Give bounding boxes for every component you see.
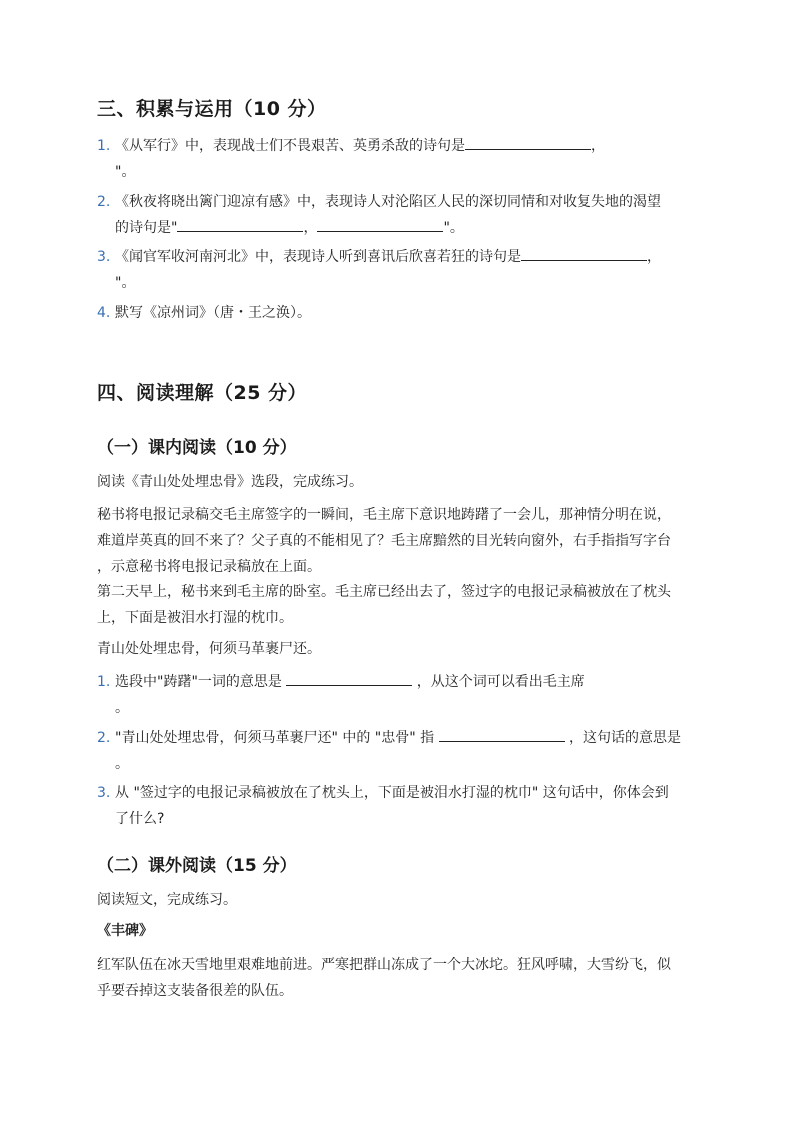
question-end: "。 xyxy=(115,275,136,291)
part-1-title: （一）课内阅读（10 分） xyxy=(97,438,297,458)
question-text: 《闻官军收河南河北》中，表现诗人听到喜讯后欣喜若狂的诗句是 xyxy=(115,249,521,265)
passage-paragraph-1 xyxy=(97,502,702,580)
question-number: 2. xyxy=(97,194,111,210)
question-text-2: ，从这个词可以看出毛主席 xyxy=(416,674,585,690)
question-text: 《秋夜将晓出篱门迎凉有感》中，表现诗人对沦陷区人民的深切同情和对收复失地的渴望 xyxy=(115,194,661,210)
question-4-1-3 xyxy=(97,780,702,832)
question-number: 3. xyxy=(97,249,111,265)
answer-blank[interactable] xyxy=(286,671,412,686)
passage-line: 上，下面是被泪水打湿的枕巾。 xyxy=(97,610,293,626)
separator: ， xyxy=(591,138,605,154)
question-end: 。 xyxy=(115,756,129,772)
question-text-2: 的诗句是" xyxy=(115,220,178,236)
part-1-intro: 阅读《青山处处埋忠骨》选段，完成练习。 xyxy=(97,474,363,490)
question-number: 3. xyxy=(97,785,111,801)
question-number: 1. xyxy=(97,138,111,154)
answer-blank[interactable] xyxy=(465,135,591,150)
question-4-1-2 xyxy=(97,725,702,777)
question-text: 从 "签过字的电报记录稿被放在了枕头上，下面是被泪水打湿的枕巾" 这句话中，你体会到 xyxy=(115,785,669,801)
answer-blank[interactable] xyxy=(521,246,647,261)
question-end: "。 xyxy=(443,220,464,236)
passage-line: 难道岸英真的回不来了？父子真的不能相见了？毛主席黯然的目光转向窗外，右手指指写字台 xyxy=(97,533,671,549)
answer-blank-1[interactable] xyxy=(177,217,303,232)
question-text: 默写《凉州词》（唐・王之涣）。 xyxy=(115,305,311,321)
question-3-4 xyxy=(97,300,702,326)
answer-blank-2[interactable] xyxy=(317,217,443,232)
question-3-2 xyxy=(97,189,702,241)
question-end: "。 xyxy=(115,164,136,180)
question-3-3 xyxy=(97,244,702,296)
passage-line: ，示意秘书将电报记录稿放在上面。 xyxy=(97,559,321,575)
passage-poem: 青山处处埋忠骨，何须马革裹尸还。 xyxy=(97,641,321,657)
passage-line: 第二天早上，秘书来到毛主席的卧室。毛主席已经出去了，签过字的电报记录稿被放在了枕头 xyxy=(97,584,671,600)
section-3-title: 三、积累与运用（10 分） xyxy=(97,98,327,120)
question-text: 《从军行》中，表现战士们不畏艰苦、英勇杀敌的诗句是 xyxy=(115,138,465,154)
part-2-title: （二）课外阅读（15 分） xyxy=(97,856,297,876)
question-number: 4. xyxy=(97,305,111,321)
question-number: 1. xyxy=(97,674,111,690)
question-text: "青山处处埋忠骨，何须马革裹尸还" 中的 "忠骨" 指 xyxy=(115,730,435,746)
question-text-2: ，这句话的意思是 xyxy=(569,730,682,746)
section-4-title: 四、阅读理解（25 分） xyxy=(97,382,308,404)
separator: ， xyxy=(647,249,661,265)
question-number: 2. xyxy=(97,730,111,746)
question-text: 选段中"踌躇"一词的意思是 xyxy=(115,674,282,690)
article-title: 《丰碑》 xyxy=(97,923,153,939)
article-line: 乎要吞掉这支装备很差的队伍。 xyxy=(97,983,293,999)
passage-paragraph-2 xyxy=(97,579,702,631)
separator: ， xyxy=(303,220,318,236)
question-text-2: 了什么? xyxy=(115,811,165,827)
answer-blank[interactable] xyxy=(439,727,565,742)
article-line: 红军队伍在冰天雪地里艰难地前进。严寒把群山冻成了一个大冰坨。狂风呼啸，大雪纷飞，似 xyxy=(97,957,671,973)
article-paragraph-1 xyxy=(97,952,702,1004)
passage-line: 秘书将电报记录稿交毛主席签字的一瞬间，毛主席下意识地踌躇了一会儿，那神情分明在说， xyxy=(97,507,671,523)
part-2-intro: 阅读短文，完成练习。 xyxy=(97,892,237,908)
question-4-1-1 xyxy=(97,669,702,721)
question-3-1 xyxy=(97,133,702,185)
question-end: 。 xyxy=(115,700,129,716)
